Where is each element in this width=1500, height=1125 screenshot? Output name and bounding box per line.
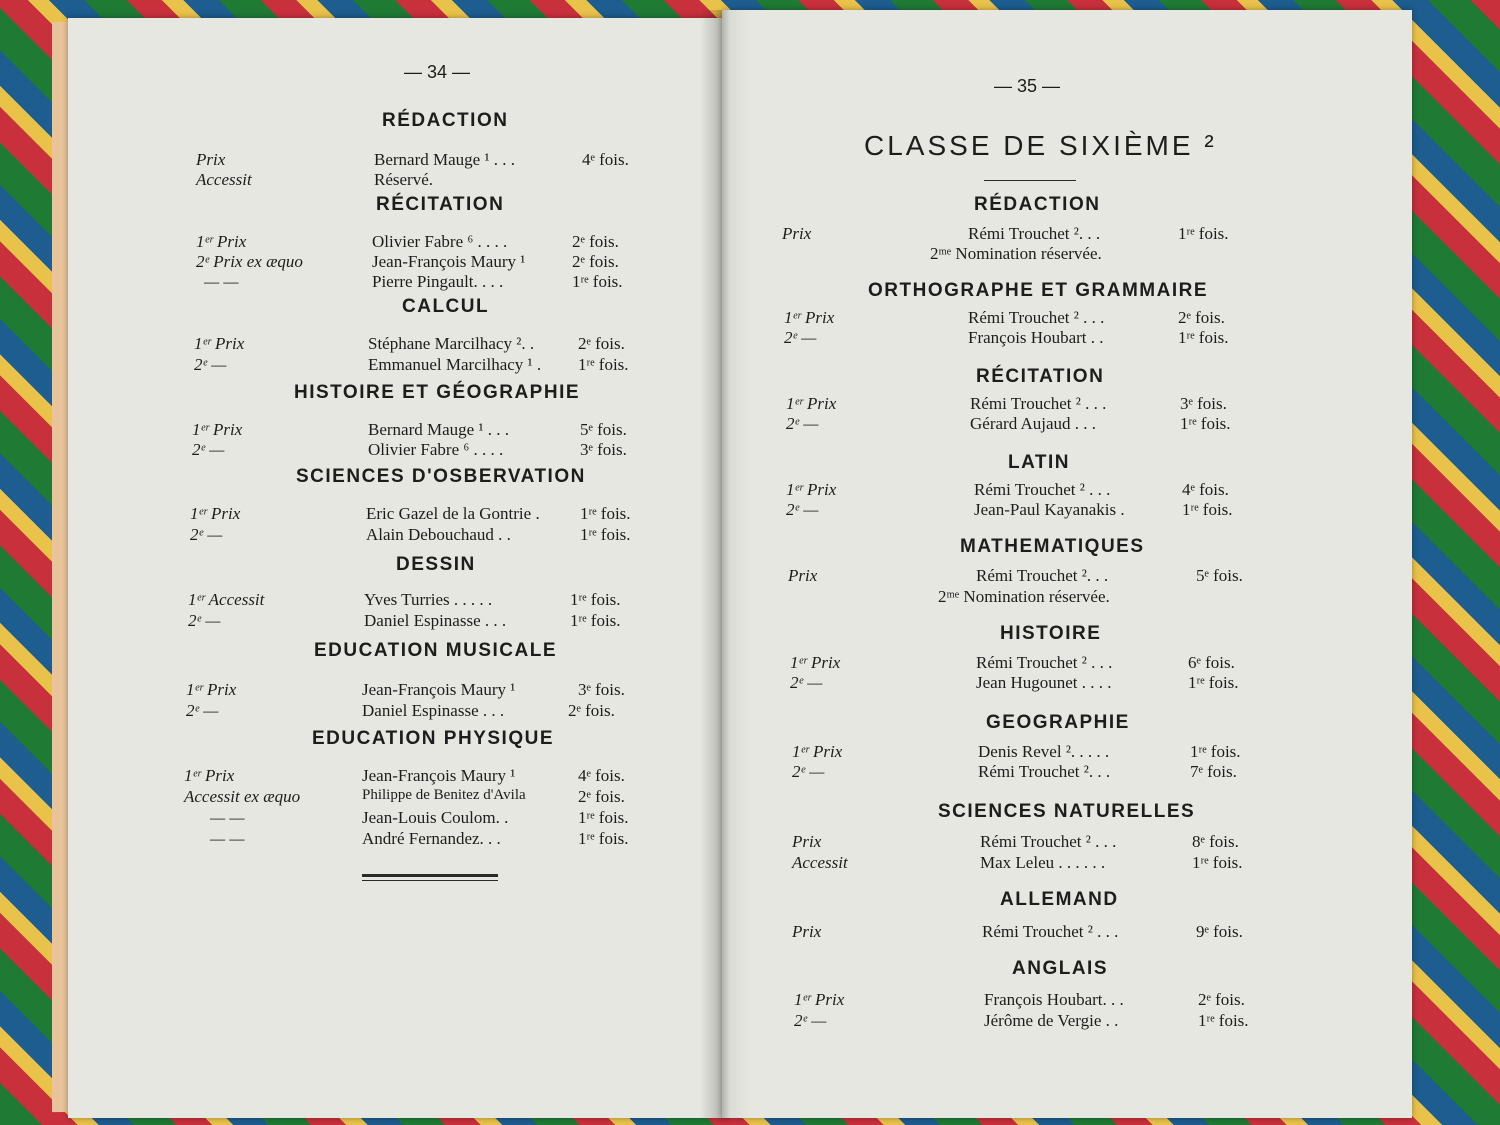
award-row <box>188 611 748 631</box>
recipient-name: Jean-François Maury ¹ <box>372 252 526 271</box>
recipient-name: Olivier Fabre ⁶ . . . . <box>368 440 504 459</box>
recipient-name: Rémi Trouchet ² . . . <box>982 922 1119 941</box>
award-count: 4ᵉ fois. <box>578 766 625 785</box>
recipient-name: Jean Hugounet . . . . <box>976 673 1112 692</box>
award-row <box>792 922 1392 942</box>
award-row <box>782 224 1382 244</box>
section-title: ANGLAIS <box>1012 958 1108 979</box>
award-label: 1ᵉʳ Prix <box>186 680 237 699</box>
award-label: Accessit <box>196 170 252 189</box>
award-label: 1ᵉʳ Prix <box>194 334 245 353</box>
award-label: 1ᵉʳ Prix <box>786 394 837 413</box>
award-count: 2ᵉ fois. <box>1198 990 1245 1009</box>
section-title: RÉCITATION <box>376 194 505 215</box>
award-count: 1ʳᵉ fois. <box>1190 742 1241 761</box>
award-count: 2ᵉ fois. <box>568 701 615 720</box>
recipient-name: Rémi Trouchet ² . . . <box>974 480 1111 499</box>
section-title: GEOGRAPHIE <box>986 712 1130 733</box>
award-row <box>788 587 1388 607</box>
award-row <box>786 414 1386 434</box>
section-title: HISTOIRE <box>1000 623 1102 644</box>
award-label: Prix <box>782 224 812 243</box>
award-row <box>788 566 1388 586</box>
award-count: 3ᵉ fois. <box>1180 394 1227 413</box>
award-count: 3ᵉ fois. <box>580 440 627 459</box>
section-title: EDUCATION MUSICALE <box>314 640 558 661</box>
recipient-name: Olivier Fabre ⁶ . . . . <box>372 232 508 251</box>
recipient-name: François Houbart. . . <box>984 990 1124 1009</box>
award-count: 1ʳᵉ fois. <box>580 525 631 544</box>
award-row <box>186 701 746 721</box>
award-label: 2ᵉ — <box>190 525 223 544</box>
award-row <box>184 787 744 807</box>
award-row <box>792 832 1392 852</box>
award-label: 1ᵉʳ Prix <box>190 504 241 523</box>
recipient-name: Jean-Louis Coulom. . <box>362 808 509 827</box>
left-page <box>68 18 728 1118</box>
recipient-name: Bernard Mauge ¹ . . . <box>368 420 510 439</box>
award-row <box>196 150 756 170</box>
award-count: 5ᵉ fois. <box>1196 566 1243 585</box>
recipient-name: François Houbart . . <box>968 328 1104 347</box>
award-label: 1ᵉʳ Prix <box>184 766 235 785</box>
recipient-name: Gérard Aujaud . . . <box>970 414 1097 433</box>
award-label: 1ᵉʳ Prix <box>790 653 841 672</box>
section-title: SCIENCES NATURELLES <box>938 801 1196 822</box>
recipient-name: Rémi Trouchet ² . . . <box>980 832 1117 851</box>
end-rule-thin <box>362 880 498 881</box>
recipient-name: Yves Turries . . . . . <box>364 590 493 609</box>
award-label: 1ᵉʳ Prix <box>792 742 843 761</box>
section-title: HISTOIRE ET GÉOGRAPHIE <box>294 382 581 403</box>
award-row <box>790 653 1390 673</box>
award-count: 1ʳᵉ fois. <box>578 355 629 374</box>
award-label: — — <box>204 272 239 291</box>
award-count: 5ᵉ fois. <box>580 420 627 439</box>
recipient-name: Jérôme de Vergie . . <box>984 1011 1119 1030</box>
award-count: 1ʳᵉ fois. <box>570 590 621 609</box>
recipient-name: Philippe de Benitez d'Avila <box>362 787 526 803</box>
recipient-name: André Fernandez. . . <box>362 829 501 848</box>
recipient-name: Jean-Paul Kayanakis . <box>974 500 1125 519</box>
award-row <box>792 853 1392 873</box>
recipient-name: Jean-François Maury ¹ <box>362 680 516 699</box>
recipient-name: Rémi Trouchet ² . . . <box>968 308 1105 327</box>
recipient-name: Stéphane Marcilhacy ². . <box>368 334 535 353</box>
section-title: EDUCATION PHYSIQUE <box>312 728 555 749</box>
award-label: 2ᵉ — <box>792 762 825 781</box>
award-label: Prix <box>788 566 818 585</box>
award-label: — — <box>210 808 245 827</box>
section-title: MATHEMATIQUES <box>960 536 1145 557</box>
award-row <box>792 742 1392 762</box>
award-row <box>784 308 1384 328</box>
award-count: 4ᵉ fois. <box>1182 480 1229 499</box>
award-count: 1ʳᵉ fois. <box>572 272 623 291</box>
award-count: 1ʳᵉ fois. <box>570 611 621 630</box>
section-title: LATIN <box>1008 452 1071 473</box>
section-title: DESSIN <box>396 554 476 575</box>
recipient-name: Pierre Pingault. . . . <box>372 272 504 291</box>
award-count: 8ᵉ fois. <box>1192 832 1239 851</box>
award-count: 2ᵉ fois. <box>572 252 619 271</box>
award-row <box>196 252 756 272</box>
section-title: RÉDACTION <box>974 194 1101 215</box>
recipient-name: Daniel Espinasse . . . <box>364 611 507 630</box>
award-label: 2ᵉ Prix ex æquo <box>196 252 303 271</box>
recipient-name: Rémi Trouchet ². . . <box>978 762 1111 781</box>
recipient-name: 2ᵐᵉ Nomination réservée. <box>938 587 1110 606</box>
award-label: Accessit ex æquo <box>184 787 301 806</box>
recipient-name: Rémi Trouchet ². . . <box>976 566 1109 585</box>
award-label: 1ᵉʳ Prix <box>784 308 835 327</box>
award-row <box>794 990 1394 1010</box>
award-count: 1ʳᵉ fois. <box>578 808 629 827</box>
award-row <box>790 673 1390 693</box>
award-count: 9ᵉ fois. <box>1196 922 1243 941</box>
recipient-name: Jean-François Maury ¹ <box>362 766 516 785</box>
recipient-name: Réservé. <box>374 170 434 189</box>
award-row <box>782 244 1382 264</box>
section-title: RÉCITATION <box>976 366 1105 387</box>
award-label: 2ᵉ — <box>786 414 819 433</box>
title-underline <box>984 180 1076 181</box>
award-label: 1ᵉʳ Prix <box>786 480 837 499</box>
section-title: RÉDACTION <box>382 110 509 131</box>
award-row <box>194 355 754 375</box>
award-row <box>184 808 744 828</box>
award-row <box>196 272 756 292</box>
award-label: 1ᵉʳ Prix <box>192 420 243 439</box>
section-title: ALLEMAND <box>1000 889 1119 910</box>
award-row <box>196 232 756 252</box>
award-count: 2ᵉ fois. <box>578 334 625 353</box>
class-title: CLASSE DE SIXIÈME ² <box>864 130 1217 161</box>
award-row <box>188 590 748 610</box>
recipient-name: Daniel Espinasse . . . <box>362 701 505 720</box>
recipient-name: Max Leleu . . . . . . <box>980 853 1106 872</box>
award-row <box>190 504 750 524</box>
end-rule <box>362 874 498 877</box>
award-row <box>196 170 756 190</box>
recipient-name: Denis Revel ². . . . . <box>978 742 1110 761</box>
award-label: 1ᵉʳ Prix <box>794 990 845 1009</box>
award-label: 2ᵉ — <box>794 1011 827 1030</box>
recipient-name: Alain Debouchaud . . <box>366 525 511 544</box>
award-row <box>194 334 754 354</box>
award-label: 2ᵉ — <box>790 673 823 692</box>
award-label: 1ᵉʳ Accessit <box>188 590 265 609</box>
award-label: 2ᵉ — <box>194 355 227 374</box>
award-label: 2ᵉ — <box>786 500 819 519</box>
award-row <box>184 829 744 849</box>
award-count: 1ʳᵉ fois. <box>1180 414 1231 433</box>
award-count: 1ʳᵉ fois. <box>1198 1011 1249 1030</box>
award-label: 2ᵉ — <box>784 328 817 347</box>
page-number: — 34 — <box>404 62 471 82</box>
award-count: 1ʳᵉ fois. <box>578 829 629 848</box>
award-count: 1ʳᵉ fois. <box>1178 328 1229 347</box>
page-number: — 35 — <box>994 76 1061 96</box>
award-label: — — <box>210 829 245 848</box>
recipient-name: 2ᵐᵉ Nomination réservée. <box>930 244 1102 263</box>
recipient-name: Bernard Mauge ¹ . . . <box>374 150 516 169</box>
award-count: 2ᵉ fois. <box>1178 308 1225 327</box>
section-title: SCIENCES D'OSBERVATION <box>296 466 586 487</box>
book-gutter-shadow <box>700 10 750 1118</box>
award-row <box>190 525 750 545</box>
award-label: 2ᵉ — <box>192 440 225 459</box>
award-count: 1ʳᵉ fois. <box>580 504 631 523</box>
award-row <box>184 766 744 786</box>
award-row <box>784 328 1384 348</box>
award-count: 4ᵉ fois. <box>582 150 629 169</box>
award-count: 1ʳᵉ fois. <box>1178 224 1229 243</box>
section-title: CALCUL <box>402 296 490 317</box>
award-label: Prix <box>196 150 226 169</box>
recipient-name: Rémi Trouchet ² . . . <box>970 394 1107 413</box>
recipient-name: Rémi Trouchet ². . . <box>968 224 1101 243</box>
award-count: 1ʳᵉ fois. <box>1192 853 1243 872</box>
award-label: 2ᵉ — <box>188 611 221 630</box>
award-row <box>794 1011 1394 1031</box>
recipient-name: Emmanuel Marcilhacy ¹ . <box>368 355 542 374</box>
award-count: 6ᵉ fois. <box>1188 653 1235 672</box>
award-label: 1ᵉʳ Prix <box>196 232 247 251</box>
award-count: 7ᵉ fois. <box>1190 762 1237 781</box>
award-row <box>786 480 1386 500</box>
award-label: Accessit <box>792 853 848 872</box>
right-page <box>722 10 1412 1118</box>
award-row <box>786 500 1386 520</box>
award-label: Prix <box>792 832 822 851</box>
award-count: 1ʳᵉ fois. <box>1182 500 1233 519</box>
award-count: 2ᵉ fois. <box>578 787 625 806</box>
award-row <box>192 440 752 460</box>
award-label: Prix <box>792 922 822 941</box>
award-row <box>786 394 1386 414</box>
section-title: ORTHOGRAPHE ET GRAMMAIRE <box>868 280 1208 301</box>
award-row <box>192 420 752 440</box>
award-row <box>792 762 1392 782</box>
award-row <box>186 680 746 700</box>
recipient-name: Eric Gazel de la Gontrie . <box>366 504 540 523</box>
recipient-name: Rémi Trouchet ² . . . <box>976 653 1113 672</box>
award-count: 2ᵉ fois. <box>572 232 619 251</box>
award-count: 1ʳᵉ fois. <box>1188 673 1239 692</box>
award-label: 2ᵉ — <box>186 701 219 720</box>
award-count: 3ᵉ fois. <box>578 680 625 699</box>
